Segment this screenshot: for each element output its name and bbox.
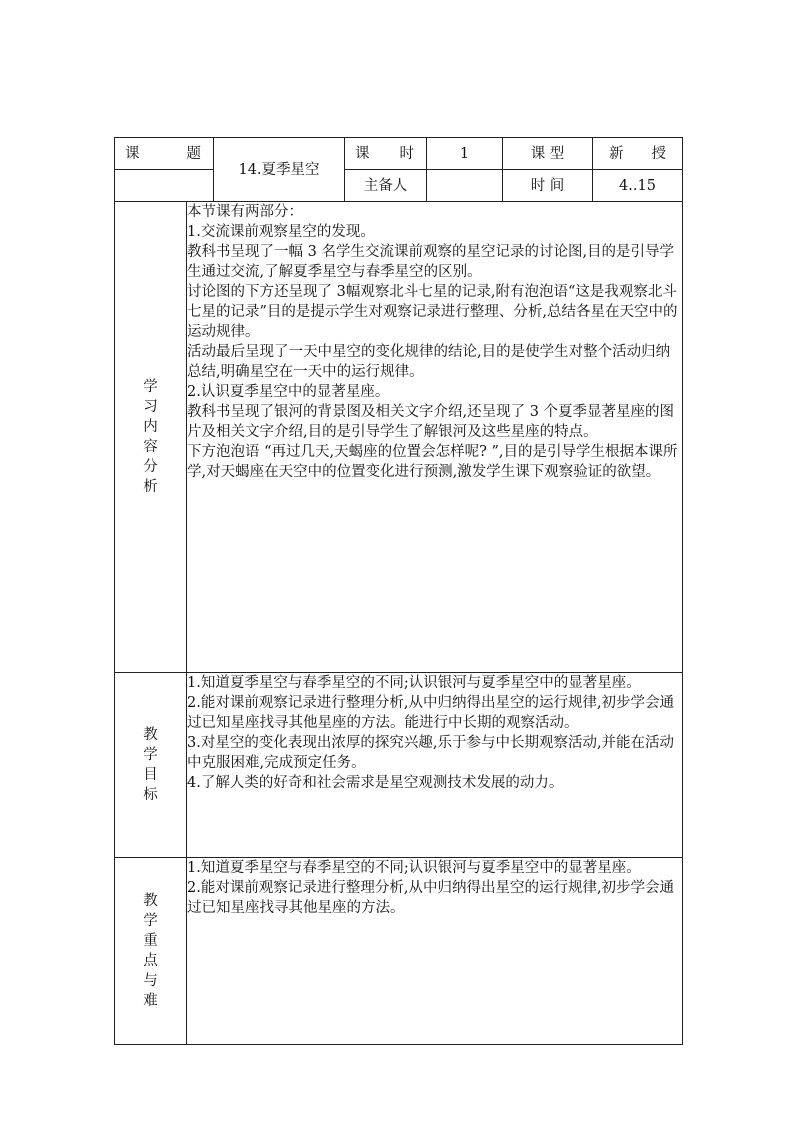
type-label: 课 型 xyxy=(503,138,593,170)
time-label: 时 间 xyxy=(503,170,593,202)
analysis-paragraph: 本节课有两部分： xyxy=(187,204,303,220)
goals-label-char: 目 xyxy=(143,767,158,783)
analysis-paragraph: 1.交流课前观察星空的发现。 xyxy=(187,224,375,240)
keypoints-label-char: 重 xyxy=(143,933,158,949)
lesson-plan-table xyxy=(114,137,683,1045)
keypoints-paragraph: 1.知道夏季星空与春季星空的不同;认识银河与夏季星空中的显著星座。 xyxy=(187,860,641,876)
goals-section-label xyxy=(115,673,187,858)
hours-label-left: 课 xyxy=(355,145,370,162)
keypoints-label-char: 学 xyxy=(143,913,158,929)
goals-content xyxy=(187,673,683,858)
hours-label-right: 时 xyxy=(399,145,414,162)
analysis-label-char: 析 xyxy=(143,479,158,495)
lesson-title-cell xyxy=(214,138,345,202)
keypoints-label-char: 与 xyxy=(143,973,158,989)
analysis-paragraph: 活动最后呈现了一天中星空的变化规律的结论,目的是使学生对整个活动归纳总结,明确星空在一天中的运行规律。 xyxy=(187,344,671,380)
analysis-label-char: 分 xyxy=(143,459,158,475)
analysis-section-label xyxy=(115,202,187,673)
hours-value: 1 xyxy=(427,138,503,170)
analysis-paragraph: 教科书呈现了一幅 3 名学生交流课前观察的星空记录的讨论图,目的是引导学生通过交流,了解夏季星空与春季星空的区别。 xyxy=(187,244,675,280)
type-value-left: 新 xyxy=(609,145,624,162)
keypoints-paragraph: 2.能对课前观察记录进行整理分析,从中归纳得出星空的运行规律,初步学会通过已知星座找寻其他星座的方法。 xyxy=(187,880,675,916)
analysis-content xyxy=(187,202,683,673)
analysis-label-char: 习 xyxy=(143,399,158,415)
hours-label-cell xyxy=(345,138,427,170)
preparer-value xyxy=(427,170,503,202)
keypoints-label-char: 教 xyxy=(143,893,158,909)
lesson-title: 14.夏季星空 xyxy=(238,161,320,178)
goals-paragraph: 3.对星空的变化表现出浓厚的探究兴趣,乐于参与中长期观察活动,并能在活动中克服困难,完成预定任务。 xyxy=(187,735,675,771)
goals-paragraph: 2.能对课前观察记录进行整理分析,从中归纳得出星空的运行规律,初步学会通过已知星座找寻其他星座的方法。能进行中长期的观察活动。 xyxy=(187,695,675,731)
preparer-label: 主备人 xyxy=(345,170,427,202)
goals-paragraph: 4.了解人类的好奇和社会需求是星空观测技术发展的动力。 xyxy=(187,775,564,791)
analysis-label-char: 内 xyxy=(143,419,158,435)
goals-paragraph: 1.知道夏季星空与春季星空的不同;认识银河与夏季星空中的显著星座。 xyxy=(187,675,641,691)
goals-label-char: 标 xyxy=(143,787,158,803)
analysis-label-char: 学 xyxy=(143,379,158,395)
topic-label-cell xyxy=(115,138,214,170)
goals-label-char: 学 xyxy=(143,747,158,763)
analysis-paragraph: 教科书呈现了银河的背景图及相关文字介绍,还呈现了 3 个夏季显著星座的图片及相关文字介绍,目的是引导学生了解银河及这些星座的特点。 xyxy=(187,404,675,440)
analysis-paragraph: 2.认识夏季星空中的显著星座。 xyxy=(187,384,390,400)
topic-label-left: 课 xyxy=(125,145,140,162)
analysis-label-char: 容 xyxy=(143,439,158,455)
topic-label-cell-lower xyxy=(115,170,214,202)
analysis-paragraph: 讨论图的下方还呈现了 3幅观察北斗七星的记录,附有泡泡语“这是我观察北斗七星的记录”目的是提示学生对观察记录进行整理、分析,总结各星在天空中的运动规律。 xyxy=(187,284,678,340)
goals-label-char: 教 xyxy=(143,727,158,743)
analysis-paragraph: 下方泡泡语 “再过几天,天蝎座的位置会怎样呢? ”,目的是引导学生根据本课所学,对天蝎座在天空中的位置变化进行预测,激发学生课下观察验证的欲望。 xyxy=(187,444,678,480)
keypoints-label-char: 难 xyxy=(143,993,158,1009)
keypoints-section-label xyxy=(115,858,187,1045)
type-value-cell xyxy=(593,138,683,170)
topic-label-right: 题 xyxy=(186,145,201,162)
keypoints-label-char: 点 xyxy=(143,953,158,969)
type-value-right: 授 xyxy=(651,145,666,162)
keypoints-content xyxy=(187,858,683,1045)
time-value: 4..15 xyxy=(593,170,683,202)
